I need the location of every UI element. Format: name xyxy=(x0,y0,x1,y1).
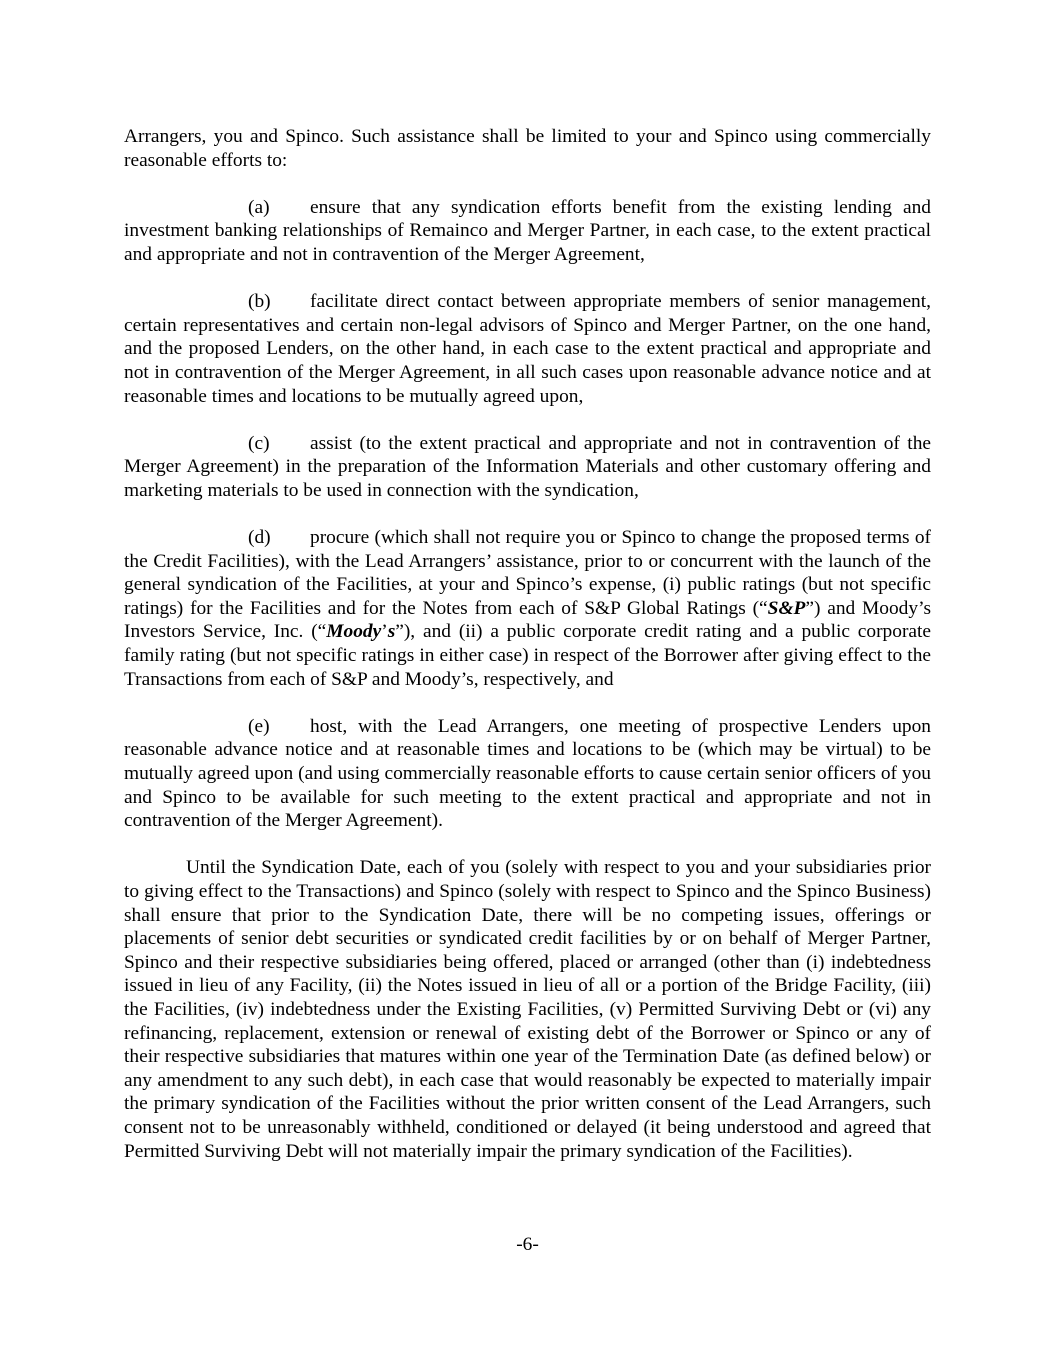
intro-paragraph: Arrangers, you and Spinco. Such assistance shall be limited to your and Spinco using commercially reasonable efforts to: xyxy=(124,126,931,171)
list-item-a xyxy=(124,196,931,267)
list-item-e xyxy=(124,715,931,833)
item-marker: (c) xyxy=(248,432,270,454)
item-marker: (b) xyxy=(248,291,271,313)
item-text: ensure that any syndication efforts benefit from the existing lending and investment banking relationships of Remainco and Merger Partner, in each case, to the extent practical and appropriate and not in contravention of the Merger Agreement, xyxy=(124,196,931,265)
item-text-part: ”) and Moody’s Investors Service, Inc. (“ xyxy=(124,597,931,643)
list-item-d xyxy=(124,526,931,691)
page-number: -6- xyxy=(516,1234,539,1255)
defined-term-apostrophe: ’ xyxy=(381,621,388,643)
defined-term-sp: S&P xyxy=(767,597,806,619)
item-marker: (d) xyxy=(248,527,271,549)
item-text: facilitate direct contact between appropriate members of senior management, certain representatives and certain non-legal advisors of Spinco and Merger Partner, on the one hand, and the proposed Lenders, on the other hand, in each case to the extent practical and appropriate and not in contravention of the Merger Agreement, in all such cases upon reasonable advance notice and at reasonable times and locations to be mutually agreed upon, xyxy=(124,291,931,407)
item-text-part: ”), and (ii) a public corporate credit rating and a public corporate family rating (but not specific ratings in either case) in respect of the Borrower after giving effect to the Transactions from each of S&P and Moody’s, respectively, and xyxy=(124,621,931,690)
item-text: host, with the Lead Arrangers, one meeting of prospective Lenders upon reasonable advance notice and at reasonable times and locations to be (which may be virtual) to be mutually agreed upon (and using commercially reasonable efforts to cause certain senior officers of you and Spinco to be available for such meeting to the extent practical and appropriate and not in contravention of the Merger Agreement). xyxy=(124,715,931,832)
list-item-c xyxy=(124,432,931,503)
defined-term-moodys: Moody xyxy=(326,621,382,643)
closing-paragraph: Until the Syndication Date, each of you (solely with respect to you and your subsidiaries prior to giving effect to the Transactions) and Spinco (solely with respect to Spinco and the Spinco Business) shall ensure that prior to the Syndication Date, there will be no competing issues, offerings or placements of senior debt securities or syndicated credit facilities by or on behalf of Merger Partner, Spinco and their respective subsidiaries being offered, placed or arranged (other than (i) indebtedness issued in lieu of any Facility, (ii) the Notes issued in lieu of all or a portion of the Bridge Facility, (iii) the Facilities, (iv) indebtedness under the Existing Facilities, (v) Permitted Surviving Debt or (vi) any refinancing, replacement, extension or renewal of existing debt of the Borrower or Spinco or any of their respective subsidiaries that matures within one year of the Termination Date (as defined below) or any amendment to any such debt), in each case that would reasonably be expected to materially impair the primary syndication of the Facilities without the prior written consent of the Lead Arrangers, such consent not to be unreasonably withheld, conditioned or delayed (it being understood and agreed that Permitted Surviving Debt will not materially impair the primary syndication of the Facilities). xyxy=(124,857,931,1162)
list-item-b xyxy=(124,290,931,408)
item-marker: (a) xyxy=(248,196,270,218)
defined-term-moodys-suffix: s xyxy=(387,621,396,643)
item-text: assist (to the extent practical and appropriate and not in contravention of the Merger Agreement) in the preparation of the Information Materials and other customary offering and marketing materials to be used in connection with the syndication, xyxy=(124,432,931,501)
document-body xyxy=(124,125,931,1187)
item-marker: (e) xyxy=(248,715,270,737)
item-text-part: procure (which shall not require you or Spinco to change the proposed terms of the Credit Facilities), with the Lead Arrangers’ assistance, prior to or concurrent with the launch of the general syndication of the Facilities, at your and Spinco’s expense, (i) public ratings (but not specific ratings) for the Facilities and for the Notes from each of S&P Global Ratings (“ xyxy=(124,527,931,619)
